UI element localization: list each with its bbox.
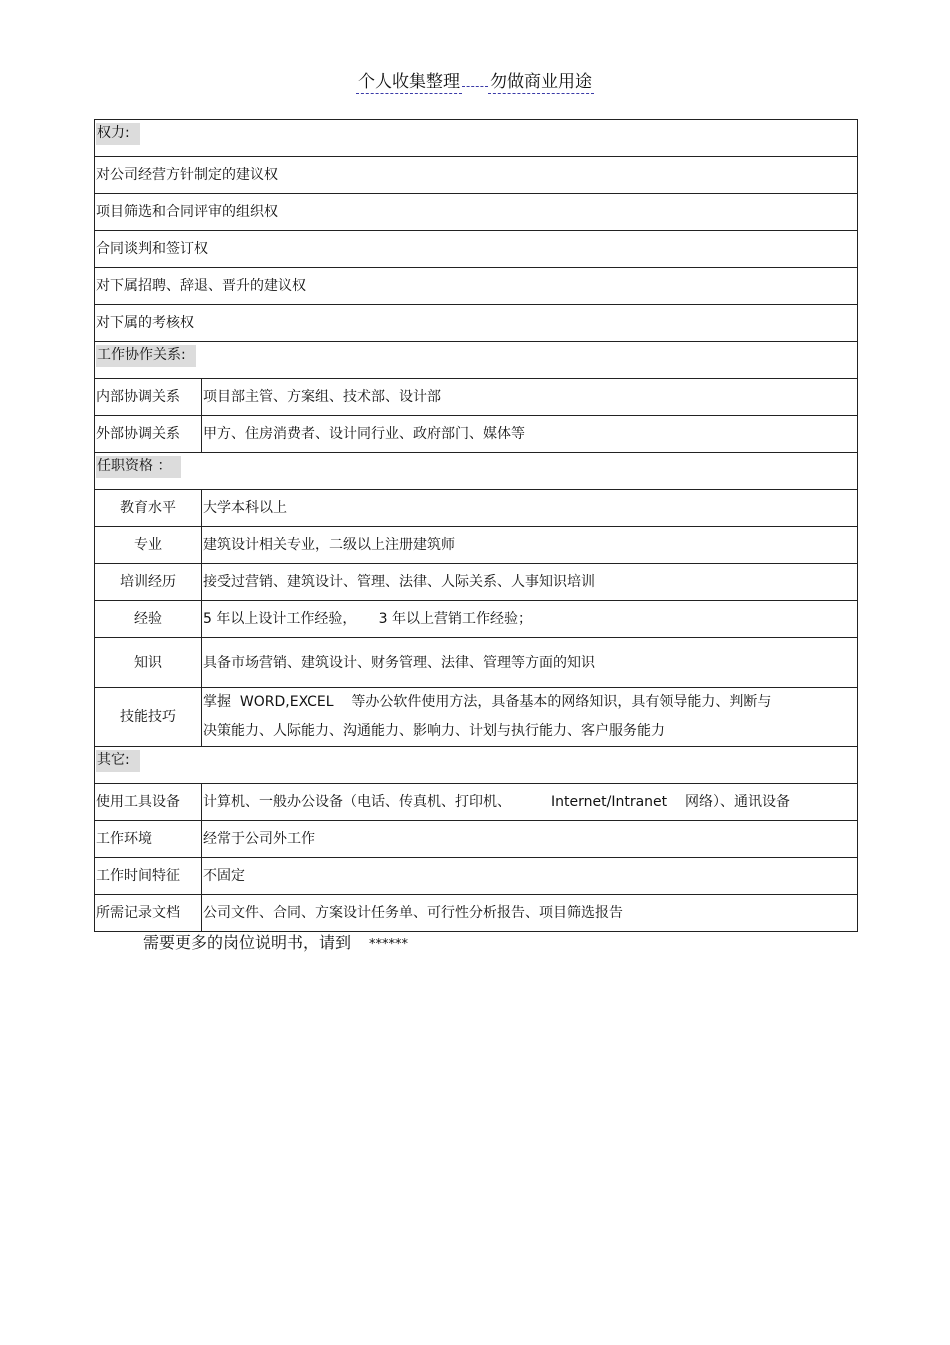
other-row [95, 895, 858, 932]
header-title-part1: 个人收集整理 [358, 72, 460, 92]
other-label: 工作环境 [95, 821, 202, 858]
power-item: 对下属招聘、辞退、晋升的建议权 [95, 268, 858, 305]
qualification-value: 5 年以上设计工作经验， 3 年以上营销工作经验； [202, 601, 858, 638]
qualification-row [95, 638, 858, 688]
qualification-label: 培训经历 [95, 564, 202, 601]
qualification-value-multiline [202, 688, 858, 747]
other-value: 不固定 [202, 858, 858, 895]
section-other-header [95, 747, 858, 784]
other-label: 使用工具设备 [95, 784, 202, 821]
footer-link-placeholder: ****** [369, 937, 409, 952]
section-qualification-header [95, 453, 858, 490]
other-value: 计算机、一般办公设备（电话、传真机、打印机、 Internet/Intranet 网络）、通讯设备 [202, 784, 858, 821]
qualification-row [95, 601, 858, 638]
qualification-value: 建筑设计相关专业，二级以上注册建筑师 [202, 527, 858, 564]
qualification-label: 专业 [95, 527, 202, 564]
other-label: 工作时间特征 [95, 858, 202, 895]
qualification-row [95, 490, 858, 527]
job-description-table [94, 119, 858, 932]
cooperation-row [95, 379, 858, 416]
qualification-row [95, 688, 858, 747]
qualification-value: 具备市场营销、建筑设计、财务管理、法律、管理等方面的知识 [202, 638, 858, 688]
section-power-header [95, 120, 858, 157]
power-item: 项目筛选和合同评审的组织权 [95, 194, 858, 231]
skills-line-1: 掌握 WORD,EXCEL 等办公软件使用方法，具备基本的网络知识，具有领导能力、判断与 [203, 694, 772, 710]
power-item: 合同谈判和签订权 [95, 231, 858, 268]
qualification-label: 教育水平 [95, 490, 202, 527]
cooperation-value: 项目部主管、方案组、技术部、设计部 [202, 379, 858, 416]
section-cooperation-label: 工作协作关系: [96, 345, 196, 367]
qualification-value: 接受过营销、建筑设计、管理、法律、人际关系、人事知识培训 [202, 564, 858, 601]
footer-note-text: 需要更多的岗位说明书，请到 [143, 933, 352, 952]
section-power-label: 权力: [96, 123, 140, 145]
power-item: 对下属的考核权 [95, 305, 858, 342]
qualification-label: 经验 [95, 601, 202, 638]
cooperation-row [95, 416, 858, 453]
skills-line-2: 决策能力、人际能力、沟通能力、影响力、计划与执行能力、客户服务能力 [203, 723, 665, 739]
section-cooperation-header [95, 342, 858, 379]
cooperation-label: 外部协调关系 [95, 416, 202, 453]
qualification-label: 知识 [95, 638, 202, 688]
qualification-value: 大学本科以上 [202, 490, 858, 527]
other-value: 公司文件、合同、方案设计任务单、可行性分析报告、项目筛选报告 [202, 895, 858, 932]
power-row [95, 231, 858, 268]
other-row [95, 821, 858, 858]
section-qualification-label: 任职资格 ： [96, 456, 181, 478]
cooperation-label: 内部协调关系 [95, 379, 202, 416]
qualification-label: 技能技巧 [95, 688, 202, 747]
cooperation-value: 甲方、住房消费者、设计同行业、政府部门、媒体等 [202, 416, 858, 453]
section-other-label: 其它: [96, 750, 140, 772]
header-gap [462, 85, 488, 87]
footer-note [143, 932, 408, 956]
other-row [95, 858, 858, 895]
power-row [95, 157, 858, 194]
other-row [95, 784, 858, 821]
qualification-row [95, 527, 858, 564]
other-label: 所需记录文档 [95, 895, 202, 932]
page-header [0, 70, 950, 94]
qualification-row [95, 564, 858, 601]
other-value: 经常于公司外工作 [202, 821, 858, 858]
header-title-part2: 勿做商业用途 [490, 72, 592, 92]
power-row [95, 194, 858, 231]
power-item: 对公司经营方针制定的建议权 [95, 157, 858, 194]
power-row [95, 305, 858, 342]
power-row [95, 268, 858, 305]
